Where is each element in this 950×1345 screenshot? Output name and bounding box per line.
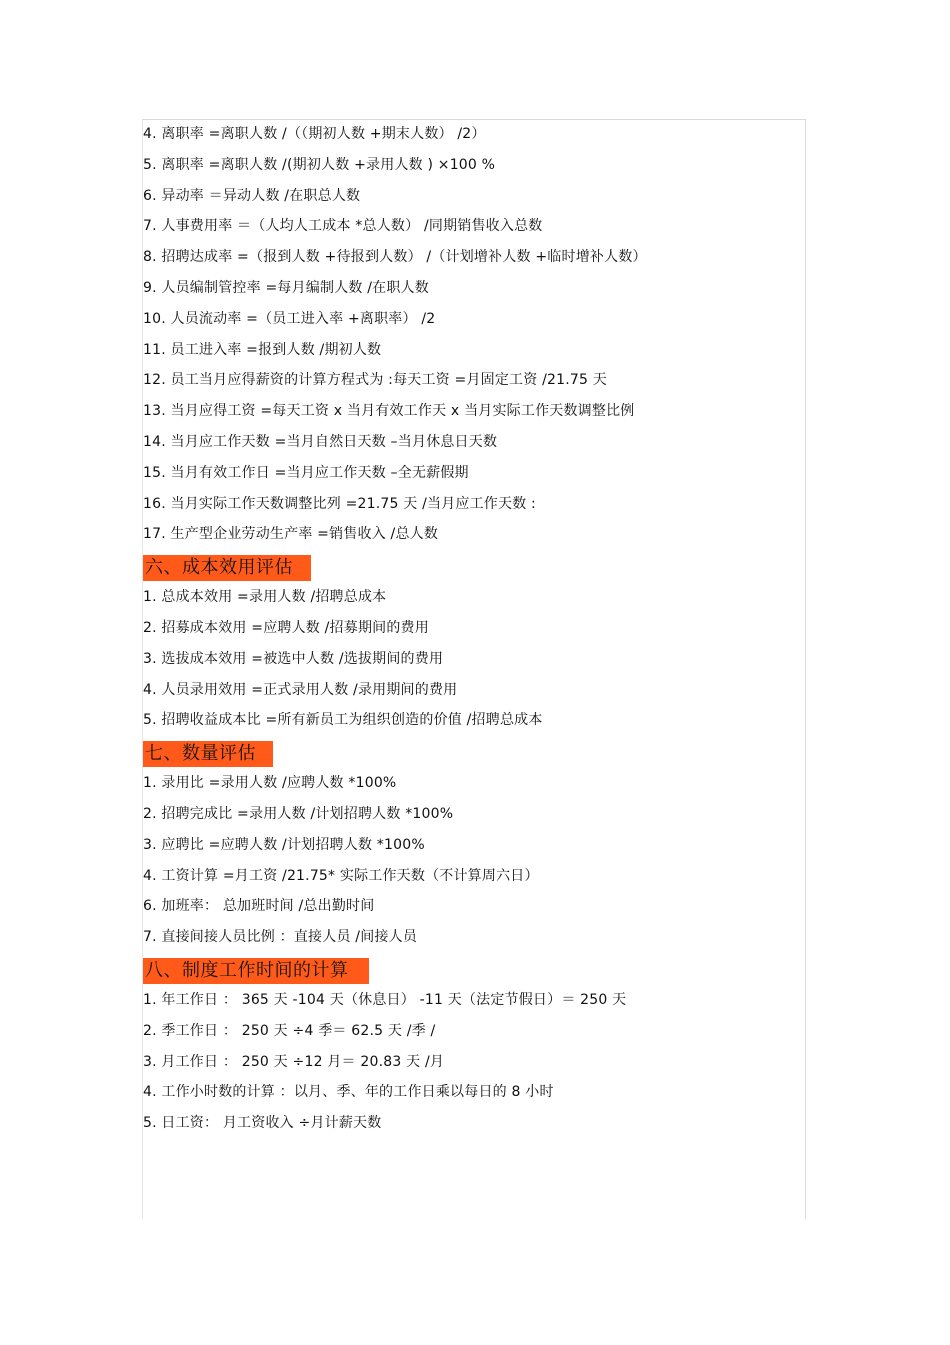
formula-line: 14. 当月应工作天数 =当月自然日天数 –当月休息日天数 [143, 433, 498, 450]
formula-line: 1. 总成本效用 =录用人数 /招聘总成本 [143, 589, 387, 606]
formula-line: 9. 人员编制管控率 =每月编制人数 /在职人数 [143, 279, 429, 296]
formula-line: 1. 录用比 =录用人数 /应聘人数 *100% [143, 775, 397, 792]
formula-line: 3. 月工作日 ： 250 天 ÷12 月＝ 20.83 天 /月 [143, 1053, 445, 1070]
formula-line: 5. 离职率 =离职人数 /(期初人数 +录用人数 ) ×100 % [143, 156, 496, 173]
formula-line: 17. 生产型企业劳动生产率 =销售收入 /总人数 [143, 526, 439, 543]
document-content [143, 124, 803, 1144]
formula-line: 4. 工资计算 =月工资 /21.75* 实际工作天数（不计算周六日） [143, 867, 539, 884]
formula-line: 12. 员工当月应得薪资的计算方程式为 :每天工资 =月固定工资 /21.75 天 [143, 372, 607, 389]
section-heading: 六、成本效用评估 [143, 555, 311, 581]
formula-line: 6. 异动率 ＝异动人数 /在职总人数 [143, 187, 361, 204]
formula-line: 8. 招聘达成率 =（报到人数 +待报到人数） /（计划增补人数 +临时增补人数） [143, 249, 647, 266]
formula-line: 7. 人事费用率 ＝（人均人工成本 *总人数） /同期销售收入总数 [143, 218, 543, 235]
formula-line: 7. 直接间接人员比例 ：直接人员 /间接人员 [143, 929, 418, 946]
section-heading: 七、数量评估 [143, 741, 273, 767]
hr-metrics-list [143, 124, 803, 544]
section-working-time-calculation [143, 958, 803, 1133]
formula-line: 11. 员工进入率 =报到人数 /期初人数 [143, 341, 382, 358]
formula-line: 4. 工作小时数的计算 ：以月、季、年的工作日乘以每日的 8 小时 [143, 1084, 554, 1101]
formula-line: 10. 人员流动率 =（员工进入率 +离职率） /2 [143, 310, 436, 327]
formula-line: 15. 当月有效工作日 =当月应工作天数 –全无薪假期 [143, 464, 469, 481]
formula-line: 2. 季工作日 ： 250 天 ÷4 季＝ 62.5 天 /季 / [143, 1022, 436, 1039]
formula-line: 5. 招聘收益成本比 =所有新员工为组织创造的价值 /招聘总成本 [143, 712, 543, 729]
formula-line: 4. 人员录用效用 =正式录用人数 /录用期间的费用 [143, 681, 458, 698]
formula-line: 2. 招聘完成比 =录用人数 /计划招聘人数 *100% [143, 805, 454, 822]
section-heading: 八、制度工作时间的计算 [143, 958, 369, 984]
formula-line: 1. 年工作日 ： 365 天 -104 天（休息日） -11 天（法定节假日）＝ 250 天 [143, 991, 627, 1008]
formula-line: 5. 日工资： 月工资收入 ÷月计薪天数 [143, 1115, 382, 1132]
formula-line: 3. 应聘比 =应聘人数 /计划招聘人数 *100% [143, 836, 425, 853]
formula-line: 13. 当月应得工资 =每天工资 x 当月有效工作天 x 当月实际工作天数调整比例 [143, 403, 635, 420]
formula-line: 6. 加班率： 总加班时间 /总出勤时间 [143, 898, 375, 915]
section-quantity-evaluation [143, 741, 803, 947]
formula-line: 2. 招募成本效用 =应聘人数 /招募期间的费用 [143, 619, 429, 636]
formula-line: 16. 当月实际工作天数调整比列 =21.75 天 /当月应工作天数 : [143, 495, 536, 512]
section-cost-effectiveness [143, 555, 803, 730]
formula-line: 4. 离职率 =离职人数 /（（期初人数 +期末人数） /2） [143, 126, 486, 142]
formula-line: 3. 选拔成本效用 =被选中人数 /选拔期间的费用 [143, 650, 444, 667]
